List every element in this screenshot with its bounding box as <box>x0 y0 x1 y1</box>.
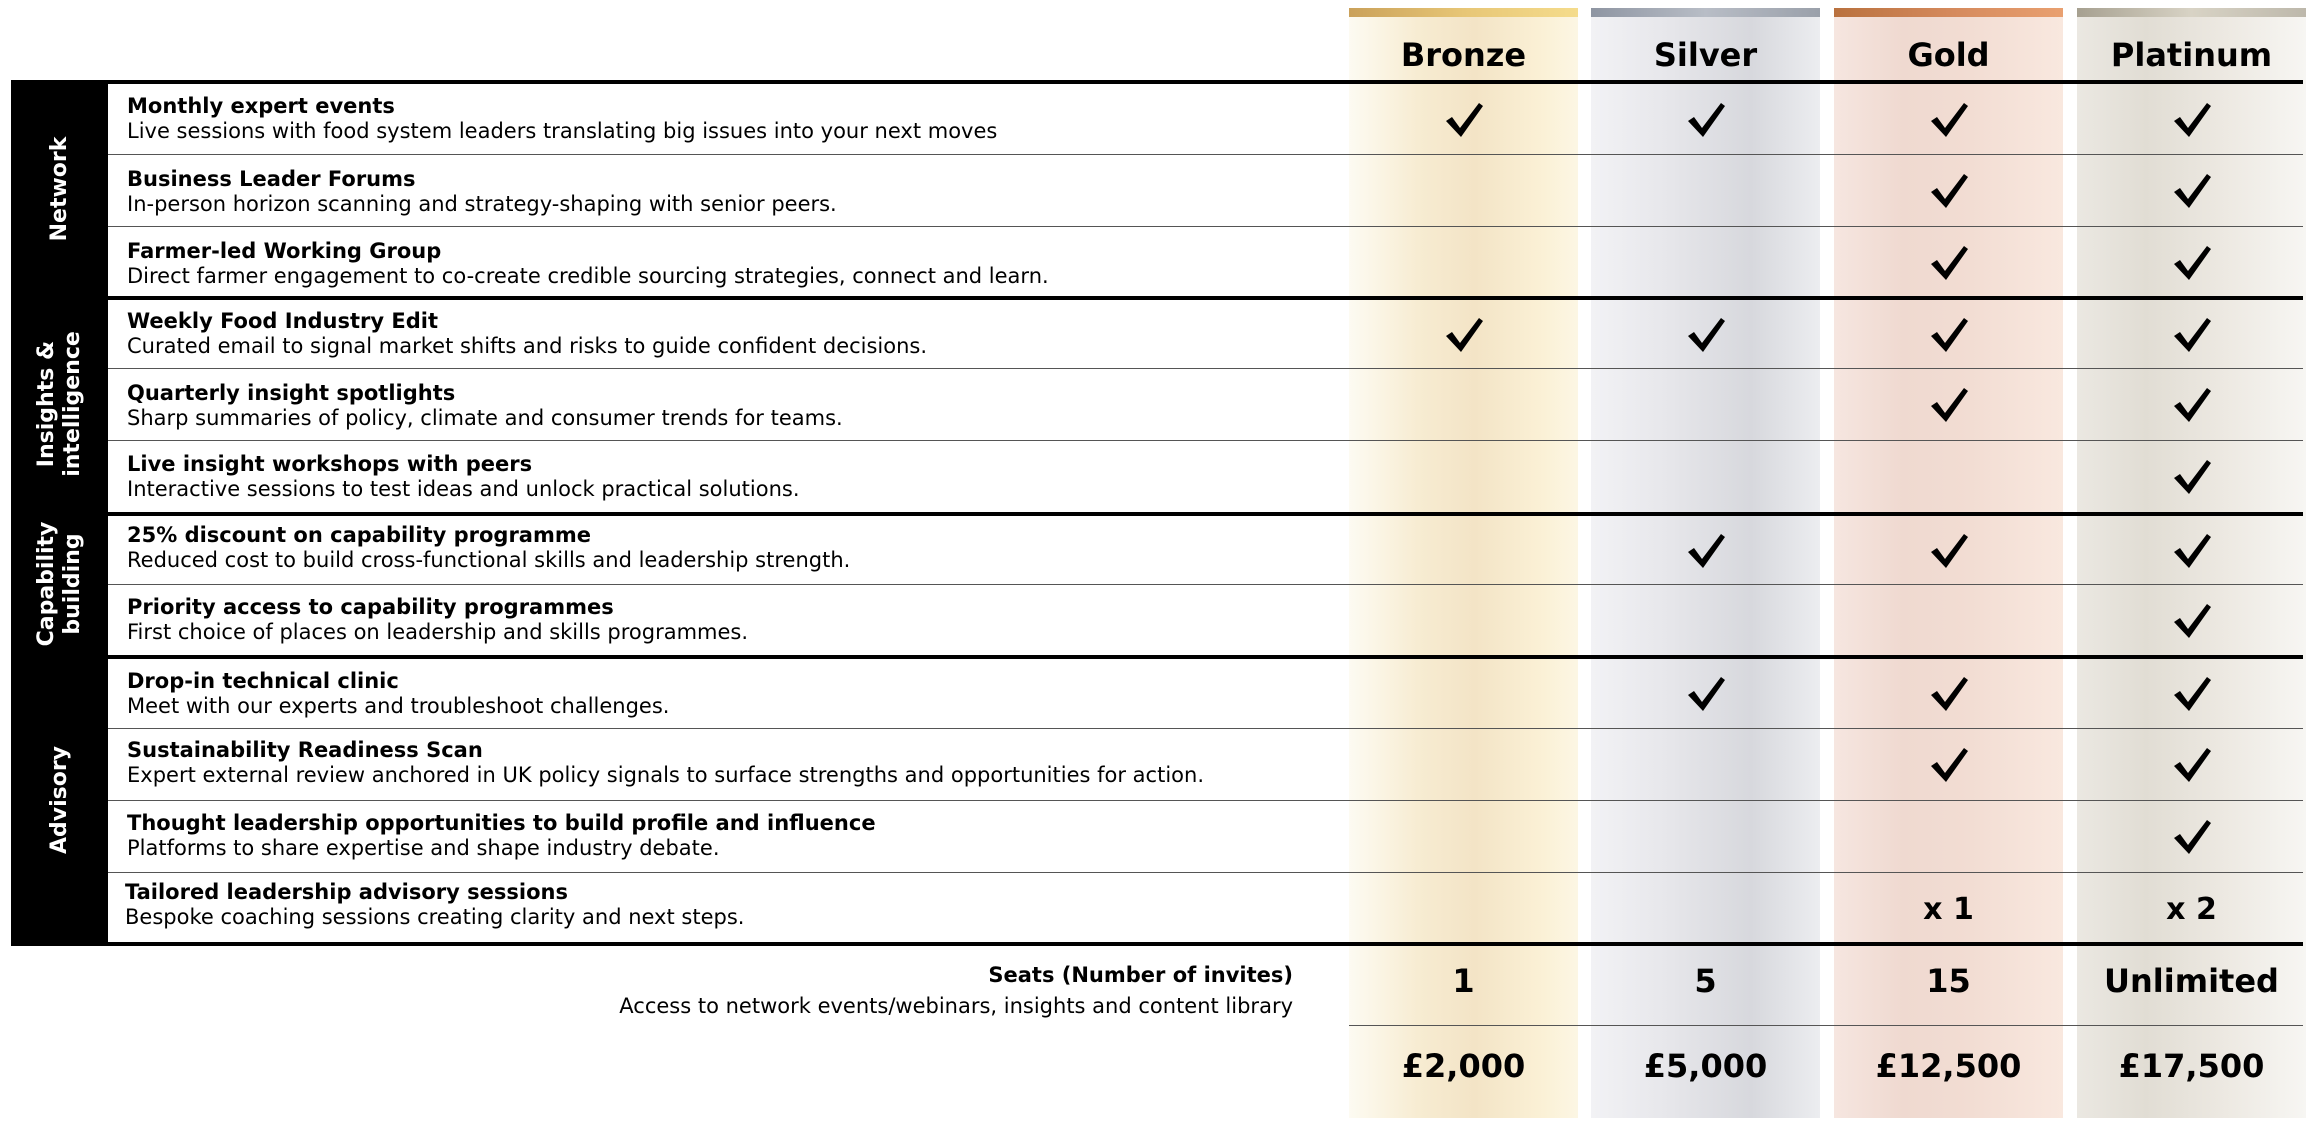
tier-name: Silver <box>1653 36 1758 74</box>
tier-column-bronze <box>1349 8 1578 1118</box>
feature-description: Platforms to share expertise and shape industry debate. <box>127 836 720 860</box>
feature-row <box>127 381 1327 431</box>
feature-description: Curated email to signal market shifts and risks to guide confident decisions. <box>127 334 928 358</box>
price-bronze: £2,000 <box>1401 1047 1526 1085</box>
feature-title: Business Leader Forums <box>127 167 416 191</box>
category-insights <box>11 296 108 512</box>
feature-row <box>125 880 1325 930</box>
check-cell <box>2077 441 2306 513</box>
category-label: Advisory <box>46 745 72 855</box>
feature-description: Bespoke coaching sessions creating clarity and next steps. <box>125 905 745 929</box>
check-cell <box>1591 84 1820 156</box>
check-cell <box>1834 299 2063 371</box>
feature-title: Tailored leadership advisory sessions <box>125 880 568 904</box>
seats-title: Seats (Number of invites) <box>988 963 1293 987</box>
checkmark-icon <box>1929 675 1969 713</box>
price-platinum: £17,500 <box>2118 1047 2265 1085</box>
check-cell <box>1834 155 2063 227</box>
check-cell <box>2077 658 2306 730</box>
feature-title: Sustainability Readiness Scan <box>127 738 483 762</box>
checkmark-icon <box>1686 101 1726 139</box>
check-cell <box>1591 299 1820 371</box>
check-cell <box>2077 155 2306 227</box>
tier-color-bar <box>1834 8 2063 17</box>
session-count: x 1 <box>1923 891 1974 927</box>
checkmark-icon <box>1686 675 1726 713</box>
checkmark-icon <box>1686 316 1726 354</box>
check-cell <box>1834 658 2063 730</box>
check-cell <box>2077 227 2306 299</box>
feature-title: 25% discount on capability programme <box>127 523 591 547</box>
seats-value-gold: 15 <box>1926 962 1971 1000</box>
feature-description: Direct farmer engagement to co-create credible sourcing strategies, connect and learn. <box>127 264 1049 288</box>
feature-description: First choice of places on leadership and skills programmes. <box>127 620 749 644</box>
feature-row <box>127 239 1327 289</box>
checkmark-icon <box>2172 386 2212 424</box>
check-cell <box>2077 729 2306 801</box>
feature-description: Live sessions with food system leaders translating big issues into your next moves <box>127 119 998 143</box>
checkmark-icon <box>1929 172 1969 210</box>
feature-row <box>127 167 1327 217</box>
check-cell <box>2077 801 2306 873</box>
feature-title: Weekly Food Industry Edit <box>127 309 439 333</box>
category-network <box>11 82 108 296</box>
category-label: Network <box>46 136 72 242</box>
feature-description: Meet with our experts and troubleshoot challenges. <box>127 694 670 718</box>
feature-row <box>127 595 1327 645</box>
feature-description: Expert external review anchored in UK policy signals to surface strengths and opportunities for action. <box>127 763 1204 787</box>
feature-title: Drop-in technical clinic <box>127 669 399 693</box>
feature-description: Interactive sessions to test ideas and unlock practical solutions. <box>127 477 800 501</box>
checkmark-icon <box>1929 101 1969 139</box>
session-count-cell <box>1834 873 2063 945</box>
checkmark-icon <box>2172 818 2212 856</box>
check-cell <box>1834 84 2063 156</box>
check-cell <box>1591 515 1820 587</box>
check-cell <box>2077 299 2306 371</box>
seats-value-bronze: 1 <box>1452 962 1475 1000</box>
check-cell <box>2077 369 2306 441</box>
session-count-cell <box>2077 873 2306 945</box>
feature-description: Reduced cost to build cross-functional skills and leadership strength. <box>127 548 851 572</box>
category-advisory <box>11 656 108 944</box>
feature-row <box>127 738 1327 788</box>
checkmark-icon <box>2172 172 2212 210</box>
checkmark-icon <box>1929 532 1969 570</box>
feature-title: Farmer-led Working Group <box>127 239 442 263</box>
session-count: x 2 <box>2166 891 2217 927</box>
check-cell <box>2077 585 2306 657</box>
checkmark-icon <box>1929 244 1969 282</box>
tier-name: Platinum <box>2110 36 2273 74</box>
check-cell <box>1834 515 2063 587</box>
category-label: Insights & intelligence <box>33 331 85 477</box>
tier-name: Gold <box>1907 36 1990 74</box>
feature-row <box>127 309 1327 359</box>
check-cell <box>2077 515 2306 587</box>
checkmark-icon <box>1686 532 1726 570</box>
checkmark-icon <box>2172 316 2212 354</box>
feature-title: Live insight workshops with peers <box>127 452 533 476</box>
check-cell <box>1349 84 1578 156</box>
feature-row <box>127 811 1327 861</box>
feature-title: Thought leadership opportunities to build profile and influence <box>127 811 876 835</box>
checkmark-icon <box>1929 316 1969 354</box>
checkmark-icon <box>2172 675 2212 713</box>
feature-title: Monthly expert events <box>127 94 395 118</box>
tier-color-bar <box>1349 8 1578 17</box>
price-gold: £12,500 <box>1875 1047 2022 1085</box>
checkmark-icon <box>1444 316 1484 354</box>
checkmark-icon <box>1929 386 1969 424</box>
check-cell <box>1591 658 1820 730</box>
checkmark-icon <box>2172 602 2212 640</box>
seats-description: Access to network events/webinars, insights and content library <box>619 994 1293 1018</box>
checkmark-icon <box>2172 458 2212 496</box>
checkmark-icon <box>2172 101 2212 139</box>
check-cell <box>2077 84 2306 156</box>
check-cell <box>1834 369 2063 441</box>
feature-description: Sharp summaries of policy, climate and consumer trends for teams. <box>127 406 843 430</box>
tier-name: Bronze <box>1400 36 1527 74</box>
feature-title: Quarterly insight spotlights <box>127 381 456 405</box>
feature-title: Priority access to capability programmes <box>127 595 614 619</box>
feature-description: In-person horizon scanning and strategy-shaping with senior peers. <box>127 192 837 216</box>
checkmark-icon <box>2172 746 2212 784</box>
category-label: Capability building <box>33 521 85 647</box>
checkmark-icon <box>1444 101 1484 139</box>
category-capability <box>11 512 108 656</box>
feature-row <box>127 669 1327 719</box>
checkmark-icon <box>2172 532 2212 570</box>
price-silver: £5,000 <box>1643 1047 1768 1085</box>
divider <box>1349 1025 2303 1026</box>
check-cell <box>1834 729 2063 801</box>
feature-row <box>127 452 1327 502</box>
seats-value-platinum: Unlimited <box>2104 962 2279 1000</box>
checkmark-icon <box>1929 746 1969 784</box>
check-cell <box>1834 227 2063 299</box>
check-cell <box>1349 299 1578 371</box>
feature-row <box>127 94 1327 144</box>
feature-row <box>127 523 1327 573</box>
checkmark-icon <box>2172 244 2212 282</box>
tier-color-bar <box>2077 8 2306 17</box>
tier-color-bar <box>1591 8 1820 17</box>
seats-value-silver: 5 <box>1694 962 1717 1000</box>
